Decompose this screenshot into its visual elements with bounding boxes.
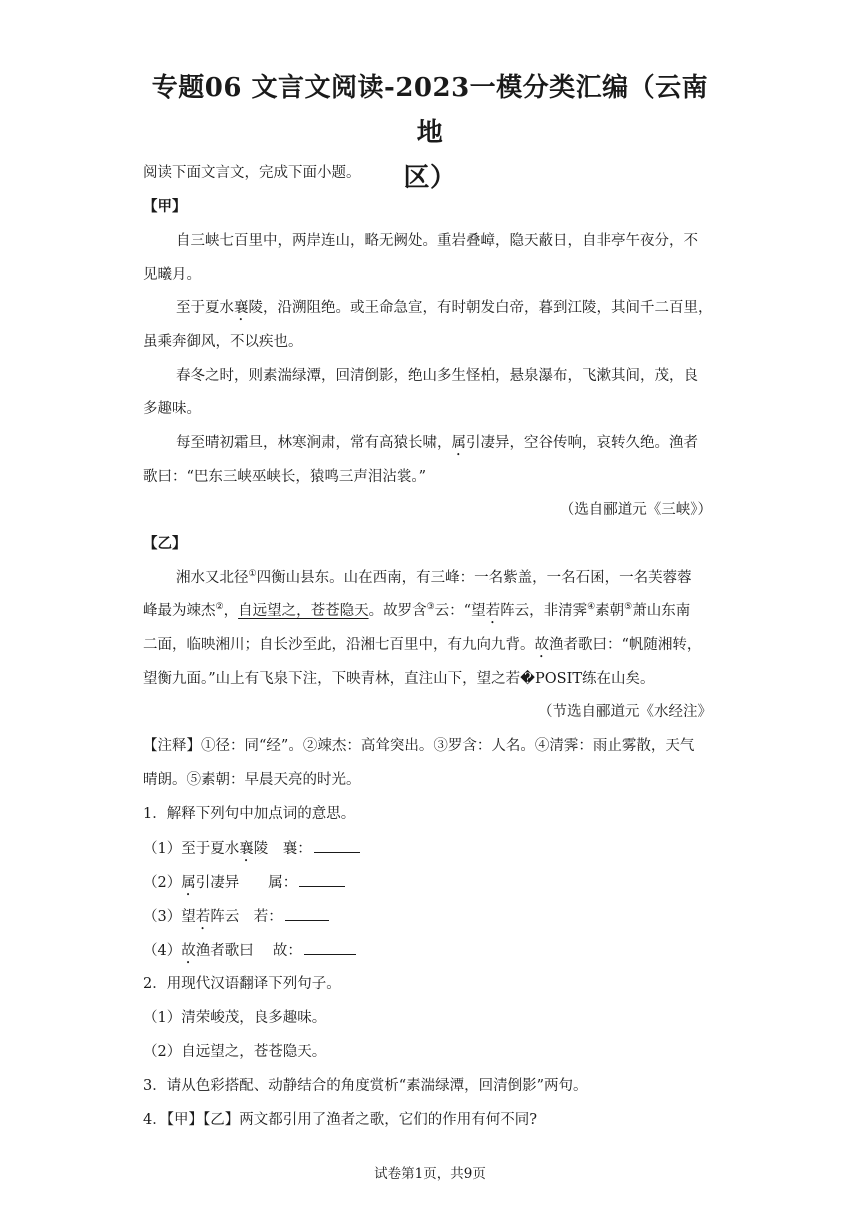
jia-source: （选自郦道元《三峡》） [559,502,712,518]
dotted-word: 襄 [234,300,249,316]
text-segment: （1）至于夏水 [143,841,240,857]
yi-source: （节选自郦道元《水经注》 [538,704,712,720]
question-1: 1．解释下列句中加点词的意思。 [143,806,356,822]
answer-blank[interactable] [314,838,360,853]
text-segment: （2） [143,875,182,891]
question-1-item-4 [143,940,718,967]
jia-paragraph-3-line-2: 多趣味。 [143,401,201,417]
text-segment: 峰最为竦杰 [143,603,216,619]
question-1-item-2 [143,872,718,899]
jia-paragraph-2-line-1 [176,298,751,324]
text-segment: 至于夏水 [176,300,234,316]
text-segment: 渔者歌曰：“帆随湘转， [549,637,702,653]
jia-paragraph-2-line-2: 虽乘奔御风，不以疾也。 [143,334,303,350]
jia-paragraph-4-line-1 [176,433,751,459]
text-segment: 渔者歌曰 故： [195,943,302,959]
underlined-sentence: 自远望之，苍苍隐天 [238,603,369,619]
yi-line-3 [143,635,718,661]
text-segment: 每至晴初霜旦，林寒涧肃，常有高猿长啸， [176,435,452,451]
dotted-word: 若 [485,603,501,619]
footnote-marker: ③ [426,602,435,612]
text-segment: （3）望 [143,909,196,925]
text-segment: 萧山东南 [632,603,691,619]
dotted-word: 故 [181,943,196,959]
question-1-item-1 [143,838,718,865]
text-segment: （4） [143,943,182,959]
question-2: 2．用现代汉语翻译下列句子。 [143,976,341,992]
text-segment: ， [223,603,239,619]
text-segment: 引凄异 属： [195,875,298,891]
section-label-jia: 【甲】 [143,198,187,215]
footnote-marker: ① [248,569,257,579]
footnote-marker: ④ [587,602,596,612]
notes-line-1: 【注释】①径：同“经”。②竦杰：高耸突出。③罗含：人名。④清霁：雨止雾散，天气 [143,738,695,754]
dotted-word: 属 [181,875,196,891]
text-segment: 素朝 [595,603,625,619]
jia-paragraph-4-line-2: 歌曰：“巴东三峡巫峡长，猿鸣三声泪沾裳。” [143,469,427,485]
text-segment: 阵云，非清霁 [500,603,588,619]
instruction: 阅读下面文言文，完成下面小题。 [143,165,361,181]
text-segment: 云：“望 [434,603,486,619]
answer-blank[interactable] [304,940,356,955]
title-line-2: 区） [403,163,457,193]
jia-paragraph-1-line-1: 自三峡七百里中，两岸连山，略无阙处。重岩叠嶂，隐天蔽日，自非亭午夜分，不 [176,233,698,249]
notes-line-2: 晴朗。⑤素朝：早晨天亮的时光。 [143,772,361,788]
yi-line-4: 望衡九面。”山上有飞泉下注，下映青林，直注山下，望之若�POSIT练在山矣。 [143,671,655,687]
text-segment: 四衡山县东。山在西南，有三峰：一名紫盖，一名石囷，一名芙蓉蓉 [256,570,692,586]
text-segment: 。故罗含 [368,603,427,619]
jia-paragraph-3-line-1: 春冬之时，则素湍绿潭，回清倒影，绝山多生怪柏，悬泉瀑布，飞漱其间，茂，良 [176,368,698,384]
question-3: 3．请从色彩搭配、动静结合的角度赏析“素湍绿潭，回清倒影”两句。 [143,1078,588,1094]
text-segment: 阵云 若： [210,909,283,925]
question-1-item-3 [143,906,718,933]
answer-blank[interactable] [299,872,345,887]
text-segment: 陵 襄： [253,841,312,857]
page-footer: 试卷第1页，共9页 [374,1166,486,1182]
text-segment: 湘水又北径 [176,570,249,586]
section-label-yi: 【乙】 [143,535,187,552]
answer-blank[interactable] [285,906,329,921]
text-segment: 二面，临映湘川；自长沙至此，沿湘七百里中，有九向九背。 [143,637,535,653]
dotted-word: 襄 [239,841,254,857]
dotted-word: 故 [534,637,549,653]
dotted-word: 若 [195,909,211,925]
jia-paragraph-1-line-2: 见曦月。 [143,267,201,283]
dotted-word: 属 [451,435,466,451]
title-line-1: 专题06 文言文阅读-2023一模分类汇编（云南地 [151,73,709,148]
footnote-marker: ② [215,602,224,612]
question-4: 4．【甲】【乙】两文都引用了渔者之歌，它们的作用有何不同? [143,1112,537,1128]
text-segment: 引凄异，空谷传响，哀转久绝。渔者 [466,435,698,451]
text-segment: 陵，沿溯阻绝。或王命急宣，有时朝发白帝，暮到江陵，其间千二百里， [248,300,713,316]
question-2-item-2: （2）自远望之，苍苍隐天。 [143,1044,327,1060]
question-2-item-1: （1）清荣峻茂，良多趣味。 [143,1010,327,1026]
yi-line-1 [176,568,751,588]
yi-line-2 [143,601,718,627]
footnote-marker: ⑤ [624,602,633,612]
